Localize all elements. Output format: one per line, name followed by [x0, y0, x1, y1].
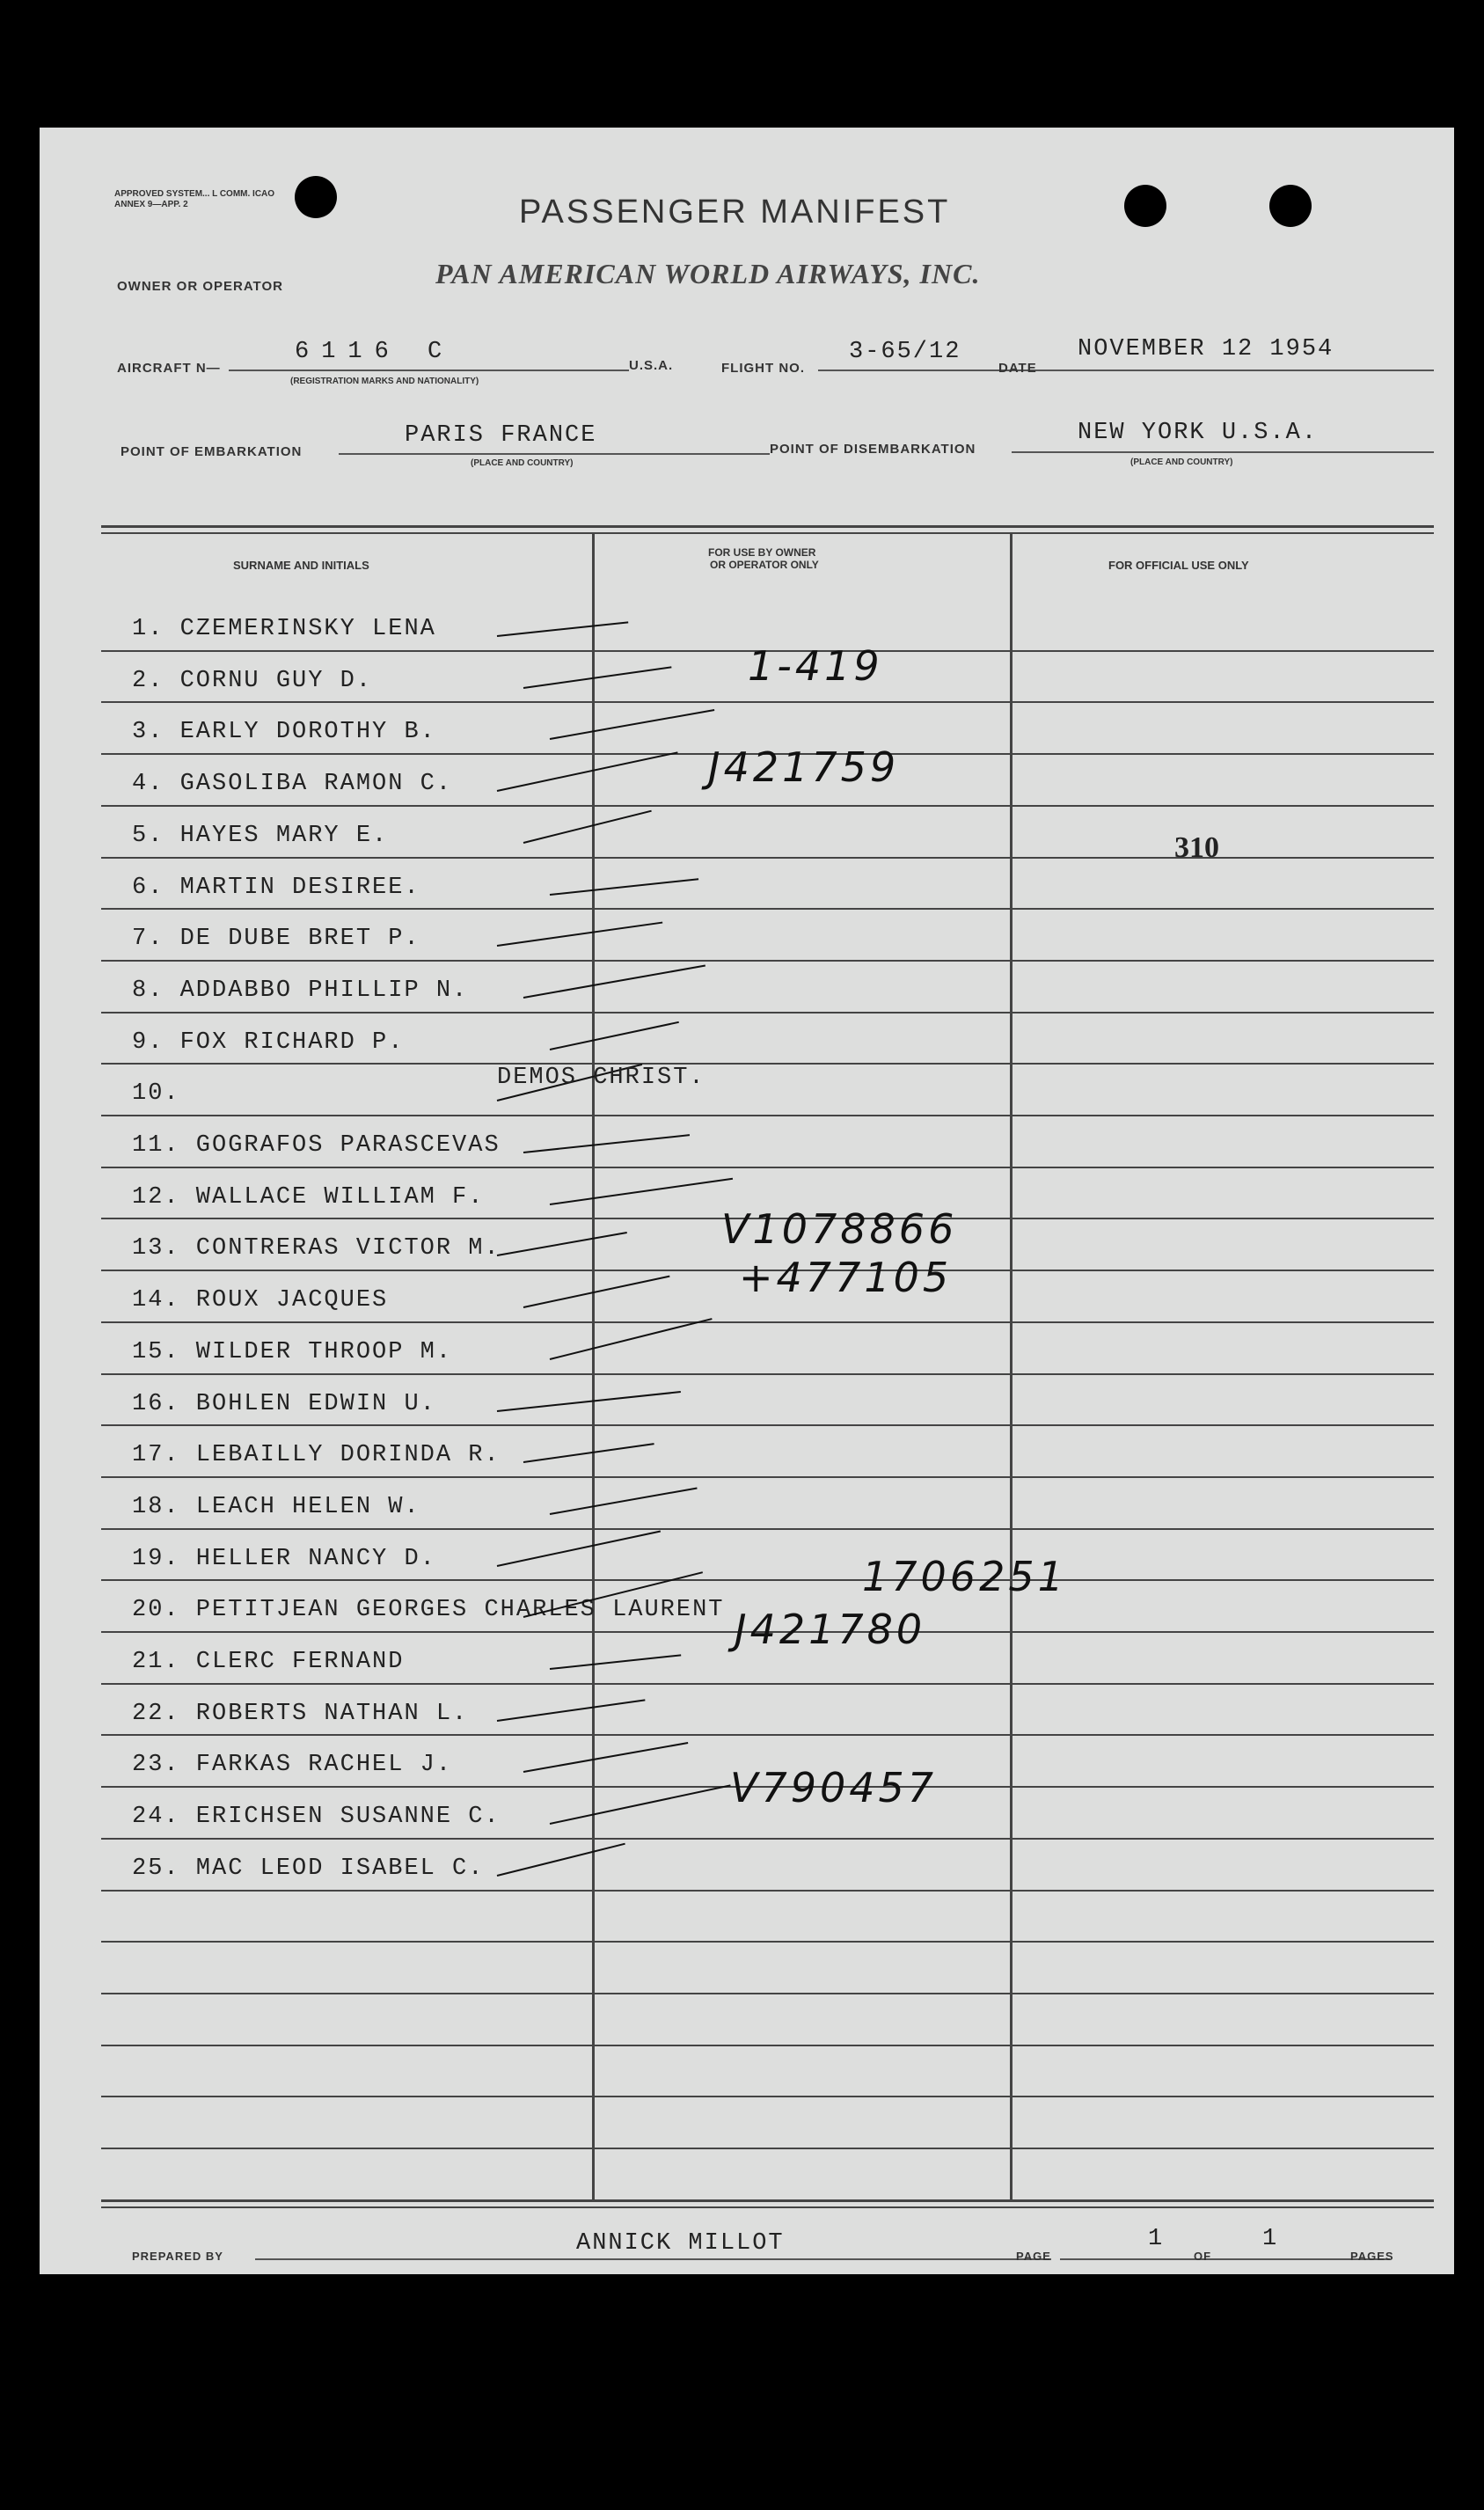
handwritten-r2: 1-419 [748, 642, 883, 690]
pen-check-stroke [523, 666, 672, 689]
column-divider-2 [1010, 532, 1012, 2199]
pen-check-stroke [523, 965, 705, 999]
row-rule [101, 1424, 1434, 1426]
pen-check-stroke [550, 1178, 733, 1205]
pen-check-stroke [550, 1318, 713, 1360]
passenger-name: 10. [132, 1080, 180, 1107]
row-rule [101, 701, 1434, 703]
prepared-label: PREPARED BY [132, 2250, 223, 2263]
date-value: NOVEMBER 12 1954 [1078, 336, 1334, 362]
punch-hole-left [295, 176, 337, 218]
row-rule [101, 1012, 1434, 1014]
punch-hole-right-1 [1124, 185, 1166, 227]
pen-check-stroke [523, 1443, 654, 1463]
embark-caption: (PLACE AND COUNTRY) [471, 458, 574, 468]
column-header-names: SURNAME AND INITIALS [233, 559, 369, 572]
passenger-name: 9. FOX RICHARD P. [132, 1029, 405, 1056]
passenger-name: 25. MAC LEOD ISABEL C. [132, 1855, 485, 1882]
handwritten-r13: V1078866 [721, 1205, 958, 1253]
passenger-name: 11. GOGRAFOS PARASCEVAS [132, 1132, 501, 1159]
flight-value: 3-65/12 [849, 339, 961, 365]
flight-label: FLIGHT NO. [721, 361, 805, 376]
punch-hole-right-2 [1269, 185, 1312, 227]
row-rule [101, 1683, 1434, 1685]
handwritten-r20: 1706251 [862, 1553, 1067, 1600]
column-divider-1 [592, 532, 595, 2199]
row-rule [101, 857, 1434, 859]
row-rule [101, 1115, 1434, 1116]
manifest-sheet [40, 128, 1454, 2274]
pen-check-stroke [550, 878, 698, 896]
passenger-name: 22. ROBERTS NATHAN L. [132, 1701, 469, 1727]
row-rule [101, 1476, 1434, 1478]
row-rule [101, 1579, 1434, 1581]
passenger-name: 2. CORNU GUY D. [132, 668, 373, 694]
pen-check-stroke [497, 751, 678, 792]
pen-check-stroke [497, 621, 628, 637]
pen-check-stroke [497, 1531, 661, 1567]
owner-label: OWNER OR OPERATOR [117, 279, 283, 294]
passenger-name: 1. CZEMERINSKY LENA [132, 616, 436, 642]
row10-extra-name: DEMOS CHRIST. [497, 1065, 705, 1091]
pen-check-stroke [550, 1021, 679, 1050]
approval-stamp: APPROVED SYSTEM... L COMM. ICAO ANNEX 9—APP. 2 [114, 189, 275, 209]
handwritten-r21: J421780 [735, 1606, 926, 1653]
table-bottom-rule-2 [101, 2206, 1434, 2208]
usa-label: U.S.A. [629, 358, 674, 373]
row-rule [101, 2045, 1434, 2046]
date-underline [1047, 370, 1434, 371]
aircraft-label: AIRCRAFT N— [117, 361, 221, 376]
passenger-name: 19. HELLER NANCY D. [132, 1546, 436, 1572]
handwritten-r4: J421759 [708, 743, 900, 791]
pen-check-stroke [523, 1276, 670, 1308]
of-value: 1 [1262, 2226, 1279, 2252]
pen-check-stroke [550, 1784, 731, 1825]
airline-name: PAN AMERICAN WORLD AIRWAYS, INC. [435, 258, 981, 289]
prepared-value: ANNICK MILLOT [576, 2230, 785, 2257]
passenger-name: 7. DE DUBE BRET P. [132, 926, 420, 952]
passenger-name: 6. MARTIN DESIREE. [132, 874, 420, 901]
prepared-underline [255, 2258, 1051, 2260]
embark-value: PARIS FRANCE [405, 422, 597, 449]
handwritten-r24: V790457 [730, 1764, 938, 1811]
row-rule [101, 805, 1434, 807]
pen-check-stroke [523, 810, 652, 844]
form-title: PASSENGER MANIFEST [519, 194, 951, 231]
pen-check-stroke [550, 709, 714, 740]
handwritten-r14: +477105 [739, 1254, 953, 1301]
passenger-name: 3. EARLY DOROTHY B. [132, 719, 436, 745]
row-rule [101, 908, 1434, 910]
passenger-name: 13. CONTRERAS VICTOR M. [132, 1235, 501, 1262]
pen-check-stroke [523, 1134, 690, 1153]
passenger-name: 21. CLERC FERNAND [132, 1649, 405, 1675]
passenger-name: 5. HAYES MARY E. [132, 823, 389, 849]
disembark-underline [1012, 451, 1434, 453]
row-rule [101, 1373, 1434, 1375]
row-rule [101, 1941, 1434, 1943]
embark-label: POINT OF EMBARKATION [121, 444, 303, 459]
date-label: DATE [998, 361, 1037, 376]
pen-check-stroke [497, 1232, 627, 1256]
disembark-value: NEW YORK U.S.A. [1078, 420, 1319, 446]
aircraft-value: 6116 C [295, 339, 455, 365]
page-label: PAGE [1016, 2250, 1051, 2263]
row-rule [101, 960, 1434, 962]
disembark-caption: (PLACE AND COUNTRY) [1130, 457, 1233, 467]
column-header-owner-1: FOR USE BY OWNER [708, 546, 816, 559]
page-value: 1 [1148, 2226, 1165, 2252]
of-label: OF [1194, 2250, 1212, 2263]
passenger-name: 12. WALLACE WILLIAM F. [132, 1184, 485, 1211]
pen-check-stroke [550, 1487, 698, 1514]
passenger-name: 16. BOHLEN EDWIN U. [132, 1391, 436, 1417]
column-header-official: FOR OFFICIAL USE ONLY [1108, 559, 1249, 572]
passenger-name: 15. WILDER THROOP M. [132, 1339, 453, 1365]
passenger-name: 20. PETITJEAN GEORGES CHARLES LAURENT [132, 1597, 725, 1623]
row-rule [101, 1838, 1434, 1840]
pen-check-stroke [497, 1699, 646, 1722]
pen-check-stroke [497, 1391, 681, 1412]
disembark-label: POINT OF DISEMBARKATION [770, 442, 976, 457]
passenger-name: 23. FARKAS RACHEL J. [132, 1752, 453, 1778]
row-rule [101, 1993, 1434, 1994]
pen-check-stroke [497, 1843, 625, 1877]
pen-check-stroke [497, 922, 662, 947]
passenger-name: 8. ADDABBO PHILLIP N. [132, 977, 469, 1004]
pen-check-stroke [523, 1742, 688, 1773]
pen-check-stroke [550, 1654, 681, 1670]
passenger-name: 17. LEBAILLY DORINDA R. [132, 1442, 501, 1468]
official-number: 310 [1174, 831, 1219, 864]
row-rule [101, 1734, 1434, 1736]
table-top-rule-1 [101, 525, 1434, 528]
passenger-name: 24. ERICHSEN SUSANNE C. [132, 1804, 501, 1830]
row-rule [101, 1167, 1434, 1168]
passenger-name: 4. GASOLIBA RAMON C. [132, 771, 453, 797]
row-rule [101, 1321, 1434, 1323]
table-top-rule-2 [101, 532, 1434, 534]
row-rule [101, 1890, 1434, 1892]
passenger-name: 18. LEACH HELEN W. [132, 1494, 420, 1520]
pages-label: PAGES [1350, 2250, 1394, 2263]
row-rule [101, 1063, 1434, 1065]
embark-underline [339, 453, 770, 455]
row-rule [101, 2148, 1434, 2149]
aircraft-caption: (REGISTRATION MARKS AND NATIONALITY) [290, 377, 479, 386]
row-rule [101, 2096, 1434, 2097]
column-header-owner-2: OR OPERATOR ONLY [710, 559, 819, 571]
row-rule [101, 1528, 1434, 1530]
table-bottom-rule-1 [101, 2199, 1434, 2202]
aircraft-underline [229, 370, 629, 371]
passenger-name: 14. ROUX JACQUES [132, 1287, 389, 1314]
